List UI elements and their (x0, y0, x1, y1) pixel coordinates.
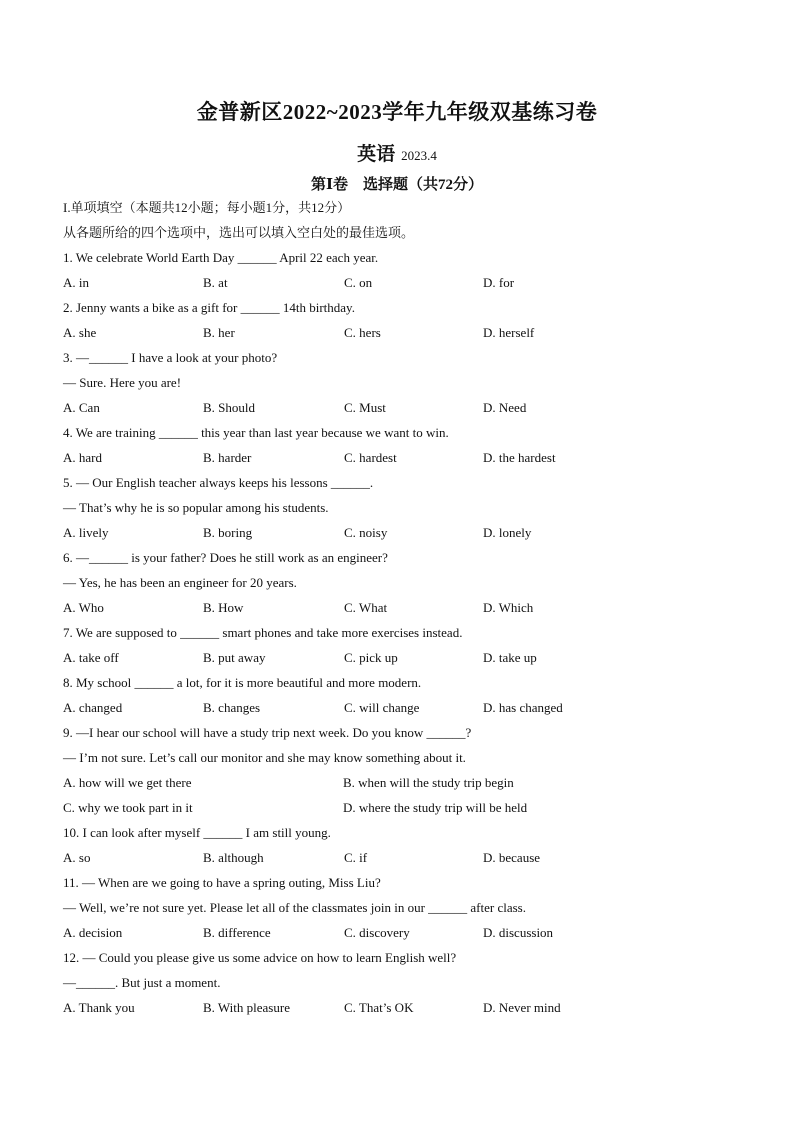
question-stem: 9. —I hear our school will have a study trip next week. Do you know ______? (63, 725, 472, 740)
option-c[interactable]: C. on (344, 275, 373, 290)
option-a[interactable]: A. hard (63, 450, 102, 465)
option-a[interactable]: A. Who (63, 600, 104, 615)
option-c[interactable]: C. why we took part in it (63, 800, 193, 815)
option-a[interactable]: A. lively (63, 525, 109, 540)
question-stem: 7. We are supposed to ______ smart phones and take more exercises instead. (63, 625, 463, 640)
question-stem: 5. — Our English teacher always keeps his lessons ______. (63, 475, 374, 490)
question-stem: 2. Jenny wants a bike as a gift for ______ 14th birthday. (63, 300, 355, 315)
section-instruction: 从各题所给的四个选项中，选出可以填入空白处的最佳选项。 (63, 225, 415, 240)
option-c[interactable]: C. pick up (344, 650, 398, 665)
question-dialogue-line: — Sure. Here you are! (63, 375, 182, 390)
option-b[interactable]: B. when will the study trip begin (343, 775, 514, 790)
option-a[interactable]: A. Can (63, 400, 100, 415)
option-d[interactable]: D. Need (483, 400, 527, 415)
option-d[interactable]: D. the hardest (483, 450, 556, 465)
option-d[interactable]: D. discussion (483, 925, 554, 940)
option-a[interactable]: A. take off (63, 650, 119, 665)
exam-date: 2023.4 (401, 148, 437, 163)
option-b[interactable]: B. her (203, 325, 235, 340)
option-b[interactable]: B. changes (203, 700, 261, 715)
option-d[interactable]: D. Which (483, 600, 534, 615)
option-b[interactable]: B. put away (203, 650, 266, 665)
question-dialogue-line: — That’s why he is so popular among his students. (63, 500, 329, 515)
option-a[interactable]: A. changed (63, 700, 123, 715)
option-c[interactable]: C. will change (344, 700, 420, 715)
option-a[interactable]: A. how will we get there (63, 775, 192, 790)
question-stem: 6. —______ is your father? Does he still work as an engineer? (63, 550, 388, 565)
option-a[interactable]: A. Thank you (63, 1000, 135, 1015)
option-b[interactable]: B. at (203, 275, 228, 290)
option-c[interactable]: C. Must (344, 400, 386, 415)
option-d[interactable]: D. has changed (483, 700, 563, 715)
option-c[interactable]: C. That’s OK (344, 1000, 414, 1015)
option-c[interactable]: C. if (344, 850, 368, 865)
option-b[interactable]: B. boring (203, 525, 253, 540)
option-a[interactable]: A. decision (63, 925, 123, 940)
option-c[interactable]: C. noisy (344, 525, 388, 540)
question-stem: 3. —______ I have a look at your photo? (63, 350, 278, 365)
question-dialogue-line: — I’m not sure. Let’s call our monitor and she may know something about it. (63, 750, 466, 765)
option-c[interactable]: C. hardest (344, 450, 397, 465)
option-b[interactable]: B. Should (203, 400, 256, 415)
option-d[interactable]: D. lonely (483, 525, 532, 540)
option-b[interactable]: B. difference (203, 925, 271, 940)
question-stem: 10. I can look after myself ______ I am still young. (63, 825, 331, 840)
option-a[interactable]: A. in (63, 275, 89, 290)
option-b[interactable]: B. How (203, 600, 244, 615)
option-a[interactable]: A. she (63, 325, 97, 340)
part-title: 第Ⅰ卷 选择题（共72分） (310, 177, 484, 193)
option-d[interactable]: D. Never mind (483, 1000, 561, 1015)
option-c[interactable]: C. What (344, 600, 388, 615)
question-stem: 11. — When are we going to have a spring outing, Miss Liu? (63, 875, 381, 890)
question-dialogue-line: —______. But just a moment. (63, 975, 221, 990)
option-b[interactable]: B. With pleasure (203, 1000, 290, 1015)
option-b[interactable]: B. although (203, 850, 264, 865)
subject: 英语 (357, 144, 396, 165)
question-stem: 1. We celebrate World Earth Day ______ April 22 each year. (63, 250, 379, 265)
option-d[interactable]: D. because (483, 850, 541, 865)
question-dialogue-line: — Yes, he has been an engineer for 20 years. (63, 575, 297, 590)
option-d[interactable]: D. take up (483, 650, 537, 665)
subject-line (0, 139, 794, 166)
option-b[interactable]: B. harder (203, 450, 252, 465)
question-dialogue-line: — Well, we’re not sure yet. Please let all of the classmates join in our ______ after class. (63, 900, 526, 915)
option-d[interactable]: D. where the study trip will be held (343, 800, 528, 815)
question-stem: 12. — Could you please give us some advice on how to learn English well? (63, 950, 457, 965)
option-c[interactable]: C. hers (344, 325, 381, 340)
option-d[interactable]: D. for (483, 275, 515, 290)
question-stem: 8. My school ______ a lot, for it is more beautiful and more modern. (63, 675, 422, 690)
exam-title: 金普新区2022~2023学年九年级双基练习卷 (196, 100, 598, 124)
section-heading: I.单项填空（本题共12小题；每小题1分，共12分） (63, 200, 351, 215)
option-a[interactable]: A. so (63, 850, 91, 865)
option-d[interactable]: D. herself (483, 325, 535, 340)
question-stem: 4. We are training ______ this year than last year because we want to win. (63, 425, 449, 440)
option-c[interactable]: C. discovery (344, 925, 410, 940)
